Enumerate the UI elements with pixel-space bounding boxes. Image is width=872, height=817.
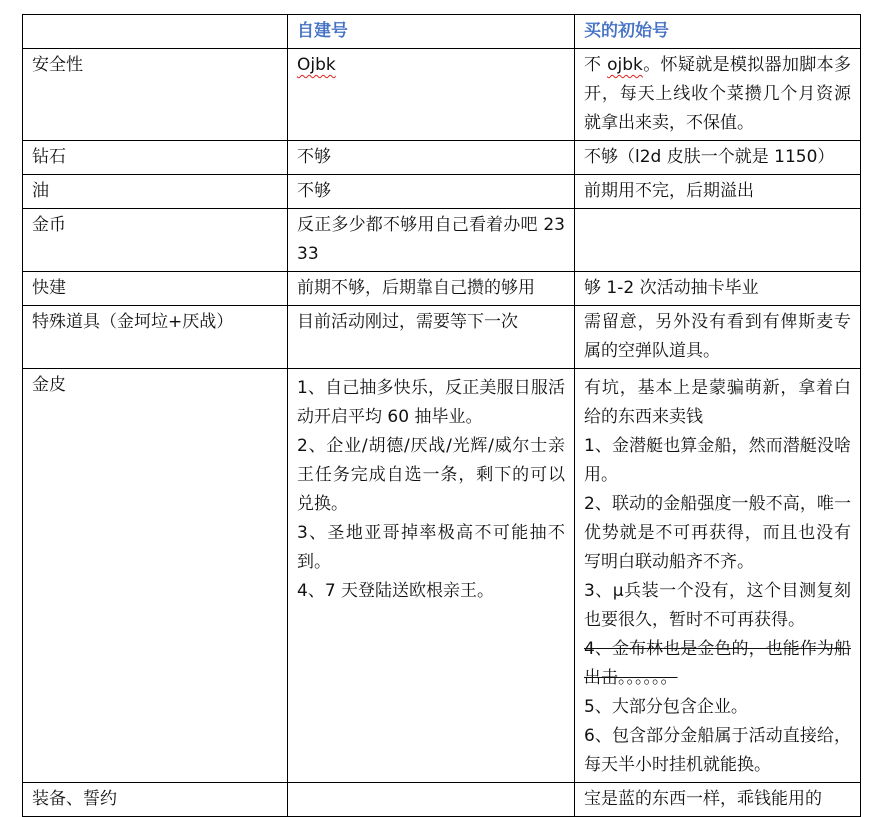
bought-cell: [575, 369, 861, 783]
bought-cell: 不够（l2d 皮肤一个就是 1150）: [575, 141, 861, 175]
list-item: 1、金潜艇也算金船，然而潜艇没啥用。: [584, 436, 851, 485]
row-label: 装备、誓约: [23, 783, 288, 817]
row-label: 特殊道具（金坷垃+厌战）: [23, 306, 288, 369]
self-cell: 不够: [288, 141, 575, 175]
header-cell-empty: [23, 15, 288, 49]
row-label: 油: [23, 175, 288, 209]
bought-cell: 宝是蓝的东西一样，乖钱能用的: [575, 783, 861, 817]
bought-rest: 。怀疑就是模拟器加脚本多开，每天上线收个菜攒几个月资源就拿出来卖，不保值。: [584, 55, 851, 133]
row-label: 安全性: [23, 49, 288, 141]
bought-prefix: 不: [584, 55, 608, 75]
bought-cell: 需留意，另外没有看到有俾斯麦专属的空弹队道具。: [575, 306, 861, 369]
table-header-row: [23, 15, 861, 49]
table-row: [23, 369, 861, 783]
struck-list-item: 4、金布林也是金色的，也能作为船出击。。。。。。: [584, 639, 851, 688]
list-item: 3、圣地亚哥掉率极高不可能抽不到。: [297, 523, 565, 572]
self-cell: [288, 369, 575, 783]
list-item: 6、包含部分金船属于活动直接给，每天半小时挂机就能换。: [584, 726, 851, 775]
list-item: 3、μ兵装一个没有，这个目测复刻也要很久，暂时不可再获得。: [584, 581, 851, 630]
list-item: 1、自己抽多快乐，反正美服日服活动开启平均 60 抽毕业。: [297, 378, 565, 427]
bought-squiggle-word: ojbk: [607, 55, 643, 75]
list-item: 5、大部分包含企业。: [584, 697, 748, 717]
row-label: 快建: [23, 272, 288, 306]
self-cell: 目前活动刚过，需要等下一次: [288, 306, 575, 369]
row-label: 钻石: [23, 141, 288, 175]
bought-cell: 够 1-2 次活动抽卡毕业: [575, 272, 861, 306]
list-item: 2、企业/胡德/厌战/光辉/威尔士亲王任务完成自选一条，剩下的可以兑换。: [297, 436, 565, 514]
table-row: [23, 272, 861, 306]
self-cell: [288, 783, 575, 817]
table-row: [23, 175, 861, 209]
table-row: [23, 306, 861, 369]
self-value: Ojbk: [297, 55, 336, 75]
bought-cell: [575, 209, 861, 272]
row-label: 金皮: [23, 369, 288, 783]
header-bought-starter: 买的初始号: [575, 15, 861, 49]
self-cell: 前期不够，后期靠自己攒的够用: [288, 272, 575, 306]
bought-cell: 前期用不完，后期溢出: [575, 175, 861, 209]
row-label: 金币: [23, 209, 288, 272]
table-row: [23, 49, 861, 141]
bought-cell: [575, 49, 861, 141]
table-row: [23, 783, 861, 817]
header-self-built: 自建号: [288, 15, 575, 49]
list-item: 有坑，基本上是蒙骗萌新，拿着白给的东西来卖钱: [584, 378, 851, 427]
self-cell: 不够: [288, 175, 575, 209]
table-row: [23, 141, 861, 175]
list-item: 4、7 天登陆送欧根亲王。: [297, 581, 495, 601]
table-row: [23, 209, 861, 272]
list-item: 2、联动的金船强度一般不高，唯一优势就是不可再获得，而且也没有写明白联动船齐不齐。: [584, 494, 851, 572]
comparison-table: [22, 14, 861, 817]
self-cell: [288, 49, 575, 141]
self-cell: 反正多少都不够用自己看着办吧 2333: [288, 209, 575, 272]
